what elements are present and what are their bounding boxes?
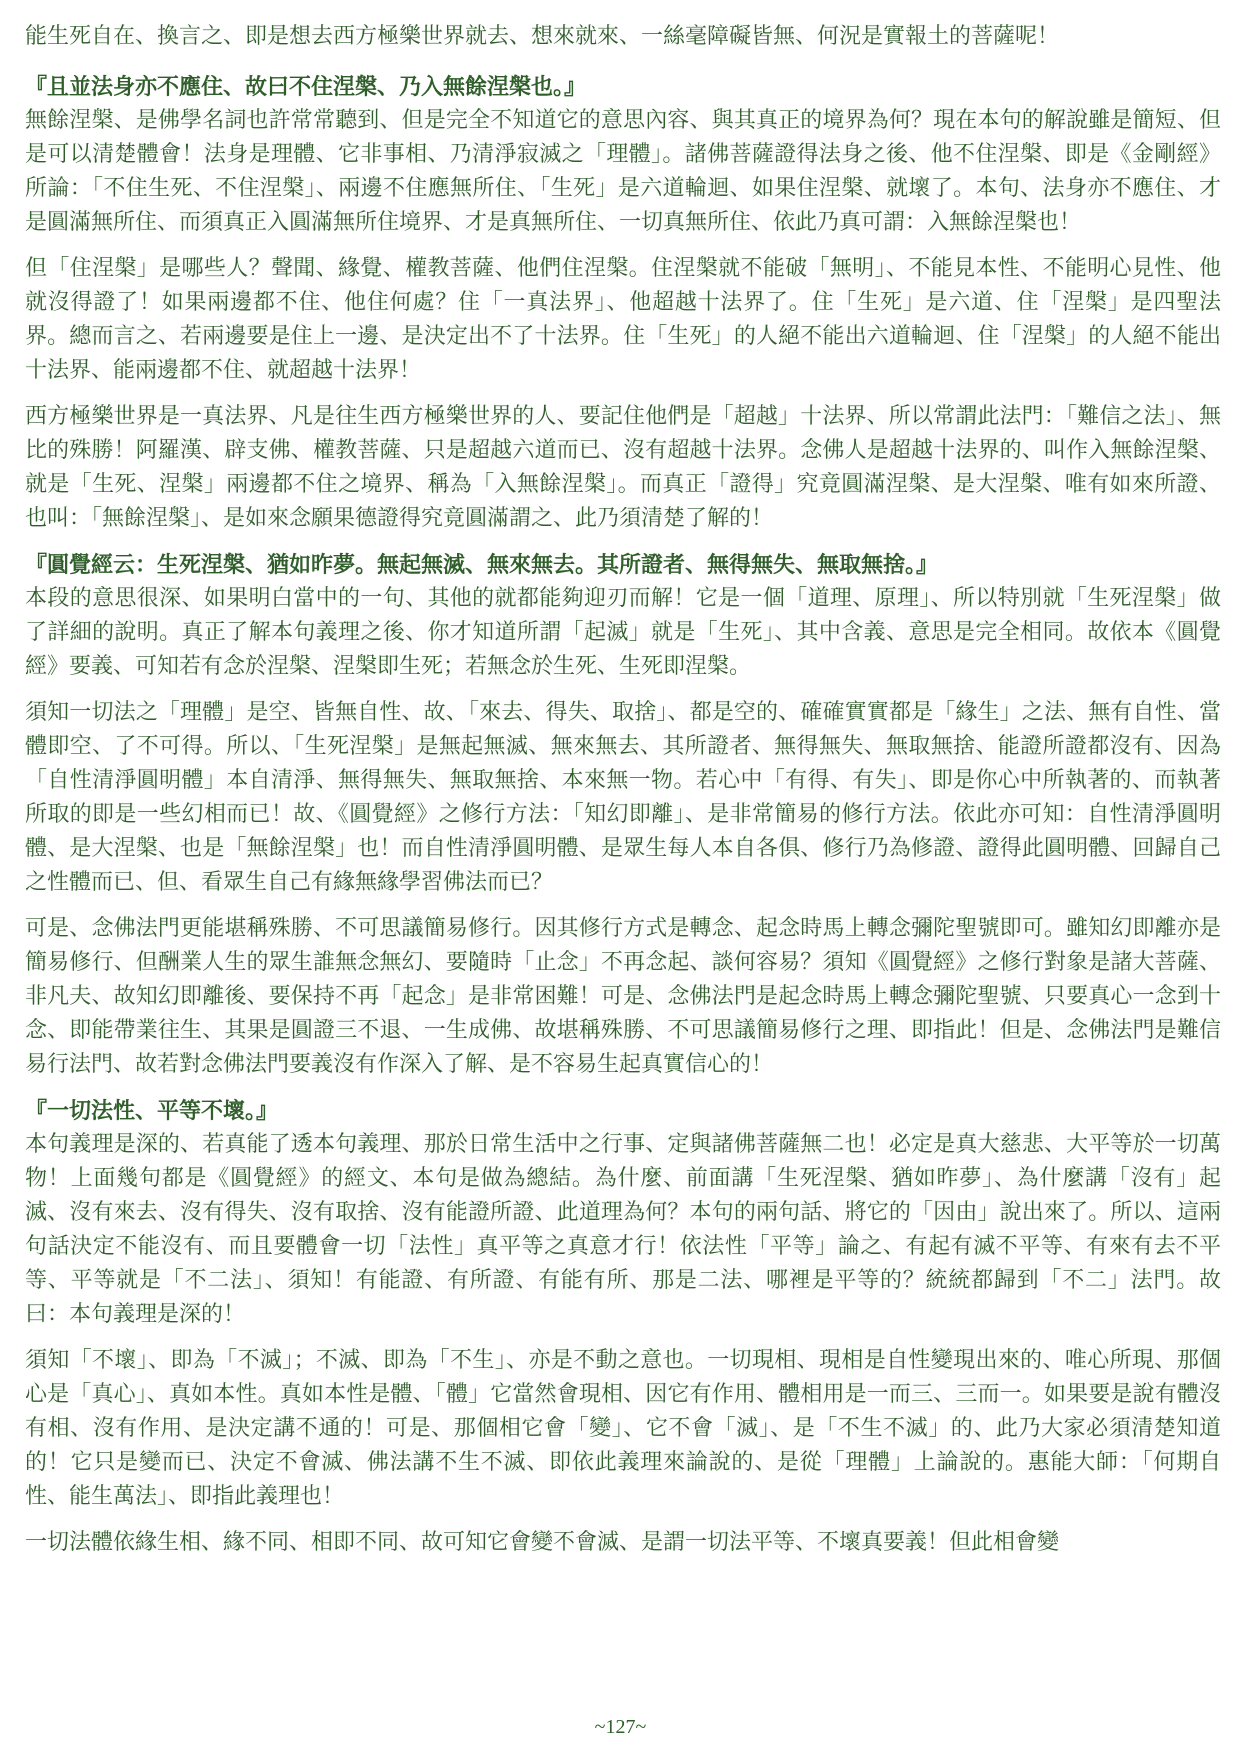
section-heading: 『且並法身亦不應住、故曰不住涅槃、乃入無餘涅槃也。』 xyxy=(25,74,587,100)
paragraph: 可是、念佛法門更能堪稱殊勝、不可思議簡易修行。因其修行方式是轉念、起念時馬上轉念彌陀聖號即可。雖知幻即離亦是簡易修行、但酬業人生的眾生誰無念無幻、要隨時「止念」不再念起、談何容易？須知《圓覺經》之修行對象是諸大菩薩、非凡夫、故知幻即離後、要保持不再「起念」是非常困難！可是、念佛法門是起念時馬上轉念彌陀聖號、只要真心一念到十念、即能帶業往生、其果是圓證三不退、一生成佛、故堪稱殊勝、不可思議簡易修行之理、即指此！但是、念佛法門是難信易行法門、故若對念佛法門要義沒有作深入了解、是不容易生起真實信心的！ xyxy=(25,916,1221,1077)
paragraph: 但「住涅槃」是哪些人？聲聞、緣覺、權教菩薩、他們住涅槃。住涅槃就不能破「無明」、不能見本性、不能明心見性、他就沒得證了！如果兩邊都不住、他住何處？住「一真法界」、他超越十法界了。住「生死」是六道、住「涅槃」是四聖法界。總而言之、若兩邊要是住上一邊、是決定出不了十法界。住「生死」的人絕不能出六道輪迴、住「涅槃」的人絕不能出十法界、能兩邊都不住、就超越十法界！ xyxy=(25,256,1221,383)
lead-paragraph: 能生死自在、換言之、即是想去西方極樂世界就去、想來就來、一絲毫障礙皆無、何況是實報土的菩薩呢！ xyxy=(25,24,1060,49)
document-body xyxy=(25,20,1221,1572)
page-number: ~127~ xyxy=(594,1716,647,1738)
paragraph: 須知「不壞」、即為「不滅」；不滅、即為「不生」、亦是不動之意也。一切現相、現相是自性變現出來的、唯心所現、那個心是「真心」、真如本性。真如本性是體、「體」它當然會現相、因它有作用、體相用是一而三、三而一。如果要是說有體沒有相、沒有作用、是決定講不通的！可是、那個相它會「變」、它不會「滅」、是「不生不滅」的、此乃大家必須清楚知道的！它只是變而已、決定不會滅、佛法講不生不滅、即依此義理來論說的、是從「理體」上論說的。惠能大師：「何期自性、能生萬法」、即指此義理也！ xyxy=(25,1348,1221,1509)
section-heading: 『圓覺經云：生死涅槃、猶如昨夢。無起無滅、無來無去。其所證者、無得無失、無取無捨。』 xyxy=(25,552,939,578)
section-1 xyxy=(25,70,1221,536)
paragraph: 本句義理是深的、若真能了透本句義理、那於日常生活中之行事、定與諸佛菩薩無二也！必定是真大慈悲、大平等於一切萬物！上面幾句都是《圓覺經》的經文、本句是做為總結。為什麼、前面講「生死涅槃、猶如昨夢」、為什麼講「沒有」起滅、沒有來去、沒有得失、沒有取捨、沒有能證所證、此道理為何？本句的兩句話、將它的「因由」說出來了。所以、這兩句話決定不能沒有、而且要體會一切「法性」真平等之真意才行！依法性「平等」論之、有起有滅不平等、有來有去不平等、平等就是「不二法」、須知！有能證、有所證、有能有所、那是二法、哪裡是平等的？統統都歸到「不二」法門。故曰：本句義理是深的！ xyxy=(25,1132,1221,1327)
section-2 xyxy=(25,548,1221,1082)
paragraph: 西方極樂世界是一真法界、凡是往生西方極樂世界的人、要記住他們是「超越」十法界、所以常謂此法門：「難信之法」、無比的殊勝！阿羅漢、辟支佛、權教菩薩、只是超越六道而已、沒有超越十法界。念佛人是超越十法界的、叫作入無餘涅槃、就是「生死、涅槃」兩邊都不住之境界、稱為「入無餘涅槃」。而真正「證得」究竟圓滿涅槃、是大涅槃、唯有如來所證、也叫：「無餘涅槃」、是如來念願果德證得究竟圓滿謂之、此乃須清楚了解的！ xyxy=(25,404,1221,531)
paragraph: 須知一切法之「理體」是空、皆無自性、故、「來去、得失、取捨」、都是空的、確確實實都是「緣生」之法、無有自性、當體即空、了不可得。所以、「生死涅槃」是無起無滅、無來無去、其所證者、無得無失、無取無捨、能證所證都沒有、因為「自性清淨圓明體」本自清淨、無得無失、無取無捨、本來無一物。若心中「有得、有失」、即是你心中所執著的、而執著所取的即是一些幻相而已！故、《圓覺經》之修行方法：「知幻即離」、是非常簡易的修行方法。依此亦可知：自性清淨圓明體、是大涅槃、也是「無餘涅槃」也！而自性清淨圓明體、是眾生每人本自各俱、修行乃為修證、證得此圓明體、回歸自己之性體而已、但、看眾生自己有緣無緣學習佛法而已？ xyxy=(25,700,1221,895)
paragraph: 一切法體依緣生相、緣不同、相即不同、故可知它會變不會滅、是謂一切法平等、不壞真要義！但此相會變 xyxy=(25,1530,1060,1555)
paragraph: 本段的意思很深、如果明白當中的一句、其他的就都能夠迎刃而解！它是一個「道理、原理」、所以特別就「生死涅槃」做了詳細的說明。真正了解本句義理之後、你才知道所謂「起滅」就是「生死」、其中含義、意思是完全相同。故依本《圓覺經》要義、可知若有念於涅槃、涅槃即生死；若無念於生死、生死即涅槃。 xyxy=(25,586,1221,679)
section-3 xyxy=(25,1094,1221,1560)
section-heading: 『一切法性、平等不壞。』 xyxy=(25,1098,279,1124)
paragraph: 無餘涅槃、是佛學名詞也許常常聽到、但是完全不知道它的意思內容、與其真正的境界為何？現在本句的解說雖是簡短、但是可以清楚體會！法身是理體、它非事相、乃清淨寂滅之「理體」。諸佛菩薩證得法身之後、他不住涅槃、即是《金剛經》所論：「不住生死、不住涅槃」、兩邊不住應無所住、「生死」是六道輪迴、如果住涅槃、就壞了。本句、法身亦不應住、才是圓滿無所住、而須真正入圓滿無所住境界、才是真無所住、一切真無所住、依此乃真可謂：入無餘涅槃也！ xyxy=(25,108,1221,235)
